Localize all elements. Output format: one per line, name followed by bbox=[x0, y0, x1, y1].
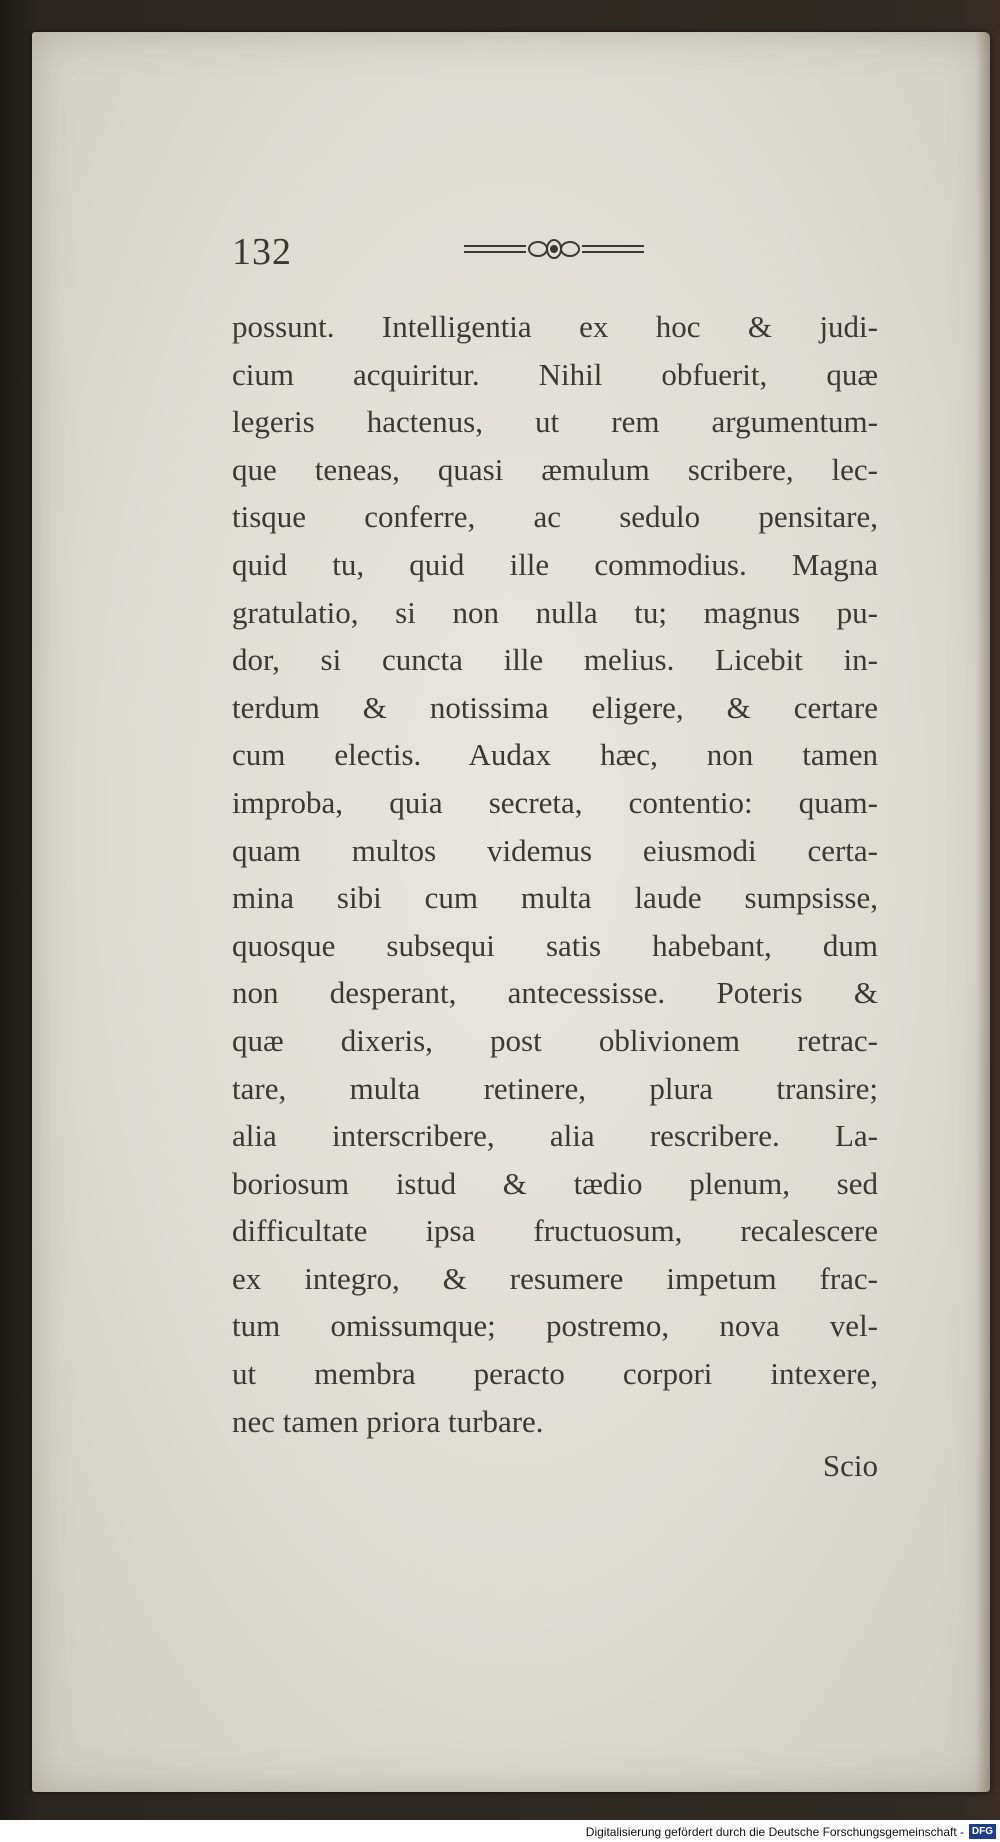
footer-bar bbox=[0, 1820, 1000, 1842]
text-line: ut membra peracto corpori intexere, bbox=[232, 1356, 878, 1392]
text-line: possunt. Intelligentia ex hoc & judi- bbox=[232, 309, 878, 344]
text-line: boriosum istud & tædio plenum, sed bbox=[232, 1165, 878, 1201]
text-line: cium acquiritur. Nihil obfuerit, quæ bbox=[232, 356, 878, 392]
text-line: alia interscribere, alia rescribere. La- bbox=[232, 1118, 878, 1154]
page-header bbox=[232, 230, 872, 280]
page-edge-shadow bbox=[976, 32, 990, 1792]
dfg-logo: DFG bbox=[969, 1824, 996, 1839]
footer-credit: Digitalisierung gefördert durch die Deutsche Forschungsgemeinschaft - bbox=[585, 1825, 964, 1839]
text-line: tare, multa retinere, plura transire; bbox=[232, 1070, 878, 1106]
text-line: tisque conferre, ac sedulo pensitare, bbox=[232, 499, 878, 535]
text-line: cum electis. Audax hæc, non tamen bbox=[232, 737, 878, 773]
text-line: gratulatio, si non nulla tu; magnus pu- bbox=[232, 594, 878, 630]
text-line: legeris hactenus, ut rem argumentum- bbox=[232, 404, 878, 440]
text-line: tum omissumque; postremo, nova vel- bbox=[232, 1308, 878, 1344]
text-line: improba, quia secreta, contentio: quam- bbox=[232, 784, 878, 820]
text-line: quam multos videmus eiusmodi certa- bbox=[232, 832, 878, 868]
text-line: ex integro, & resumere impetum frac- bbox=[232, 1260, 878, 1296]
text-line: nec tamen priora turbare. bbox=[232, 1403, 544, 1439]
text-line: quæ dixeris, post oblivionem retrac- bbox=[232, 1022, 878, 1058]
text-line: dor, si cuncta ille melius. Licebit in- bbox=[232, 642, 878, 678]
catchword: Scio bbox=[822, 1448, 878, 1483]
text-line: non desperant, antecessisse. Poteris & bbox=[232, 975, 878, 1011]
decorative-rule-icon bbox=[464, 232, 644, 268]
page-number: 132 bbox=[232, 231, 292, 273]
text-line: quid tu, quid ille commodius. Magna bbox=[232, 546, 878, 582]
text-line: que teneas, quasi æmulum scribere, lec- bbox=[232, 451, 878, 487]
text-line: difficultate ipsa fructuosum, recalescere bbox=[232, 1213, 878, 1249]
text-line: quosque subsequi satis habebant, dum bbox=[232, 927, 878, 963]
text-line: terdum & notissima eligere, & certare bbox=[232, 689, 878, 725]
body-text bbox=[232, 303, 878, 1445]
text-line: mina sibi cum multa laude sumpsisse, bbox=[232, 880, 878, 916]
